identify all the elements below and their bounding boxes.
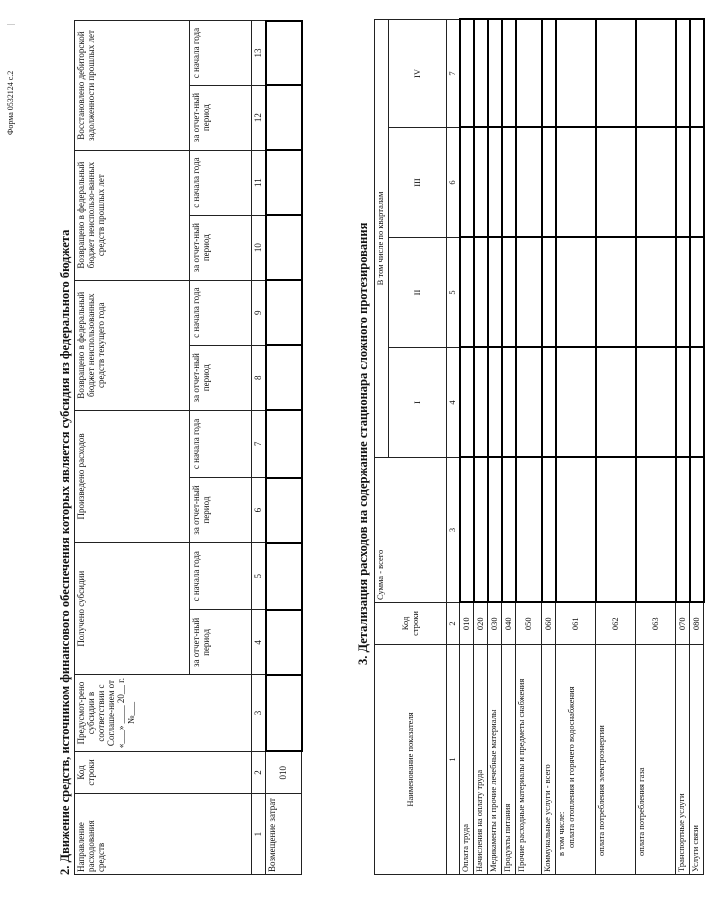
table-row <box>690 19 704 874</box>
s3-cell[interactable] <box>474 458 488 603</box>
s3-cell[interactable] <box>596 458 636 603</box>
s3-header-name: Наименование показателя <box>375 645 447 875</box>
s2-cell[interactable] <box>266 215 302 280</box>
s3-cell[interactable] <box>460 19 474 127</box>
s2-cell[interactable] <box>266 21 302 85</box>
s2-cell[interactable] <box>266 345 302 410</box>
s3-cell[interactable] <box>516 19 542 127</box>
table-row <box>516 19 542 874</box>
s2-year-start: с начала года <box>190 150 252 215</box>
s2-col-number: 13 <box>252 21 266 85</box>
s3-cell[interactable] <box>542 458 556 603</box>
s3-cell[interactable] <box>516 458 542 603</box>
form-code: Форма 0532124 с.2 <box>6 70 15 135</box>
s3-cell[interactable] <box>542 348 556 458</box>
s2-cell[interactable] <box>266 150 302 215</box>
s2-cell[interactable] <box>266 410 302 477</box>
page-mark: | <box>6 23 15 25</box>
s2-col-number: 3 <box>252 675 266 751</box>
s3-cell[interactable] <box>474 348 488 458</box>
s2-cell[interactable] <box>266 610 302 675</box>
s3-col-number: 7 <box>447 19 460 127</box>
s3-row-code: 080 <box>690 603 704 645</box>
s2-year-start: с начала года <box>190 410 252 477</box>
s2-cell[interactable] <box>266 675 302 751</box>
s2-cell[interactable] <box>266 478 302 543</box>
s3-cell[interactable] <box>636 458 676 603</box>
s3-row-label <box>488 645 502 875</box>
s2-col-number: 10 <box>252 215 266 280</box>
s3-col-number: 5 <box>447 238 460 348</box>
s3-cell[interactable] <box>636 128 676 238</box>
s3-row-code: 063 <box>636 603 676 645</box>
s3-header-quarters: В том числе по кварталам <box>375 19 389 457</box>
s3-row-code: 030 <box>488 603 502 645</box>
s3-cell[interactable] <box>542 238 556 348</box>
s3-cell[interactable] <box>690 348 704 458</box>
s3-body <box>460 19 704 874</box>
s2-row-label: Возмещение затрат <box>266 794 302 875</box>
s3-row-label-text: Транспортные услуги <box>676 793 687 872</box>
s3-row-code: 010 <box>460 603 474 645</box>
s3-row-label <box>542 645 556 875</box>
s3-row-label-text: Услуги связи <box>690 825 701 872</box>
s3-cell[interactable] <box>488 19 502 127</box>
s2-cell[interactable] <box>266 85 302 150</box>
s3-row-code: 062 <box>596 603 636 645</box>
s3-row-code: 050 <box>516 603 542 645</box>
s3-cell[interactable] <box>502 128 516 238</box>
table-row <box>556 19 596 874</box>
s2-header-direction: Направление расходования средств <box>75 794 252 875</box>
s3-header-total: Сумма - всего <box>375 458 447 603</box>
s3-cell[interactable] <box>556 19 596 127</box>
s3-cell[interactable] <box>488 238 502 348</box>
s3-col-number: 3 <box>447 458 460 603</box>
s2-period: за отчет-ный период <box>190 215 252 280</box>
s3-row-label-text: Начисления на оплату труда <box>474 769 485 872</box>
s3-row-label-text: Оплата труда <box>460 824 471 872</box>
s3-row-label-text: Продукты питания <box>502 803 513 872</box>
s3-cell[interactable] <box>676 19 690 127</box>
s3-row-code: 070 <box>676 603 690 645</box>
s2-col-number: 7 <box>252 410 266 477</box>
s3-cell[interactable] <box>502 458 516 603</box>
s3-row-label-text: оплата потребления газа <box>636 767 647 856</box>
s3-col-number: 1 <box>447 645 460 875</box>
s2-year-start: с начала года <box>190 543 252 610</box>
s3-row-label-text: Коммунальные услуги - всего <box>542 764 553 872</box>
s3-cell[interactable] <box>690 458 704 603</box>
s3-header-q1: I <box>389 348 447 458</box>
s3-col-number: 6 <box>447 128 460 238</box>
s3-cell[interactable] <box>676 128 690 238</box>
s3-cell[interactable] <box>690 128 704 238</box>
s3-cell[interactable] <box>516 128 542 238</box>
s3-row-label-text: оплата потребления электроэнергии <box>596 725 607 856</box>
s2-cell[interactable] <box>266 543 302 610</box>
s3-cell[interactable] <box>596 128 636 238</box>
s3-cell[interactable] <box>596 238 636 348</box>
s3-row-label <box>556 645 596 875</box>
s2-header-code: Код строки <box>75 751 252 794</box>
s3-cell[interactable] <box>488 458 502 603</box>
s3-cell[interactable] <box>516 238 542 348</box>
s2-col-number: 11 <box>252 150 266 215</box>
s3-cell[interactable] <box>556 128 596 238</box>
s2-header-planned: Предусмот-рено субсидии в соответствии с Соглаше-нием от «___» ____ 20__ г. №___ <box>75 675 252 751</box>
s3-row-label-text: Медикаменты и прочие лечебные материалы <box>488 709 499 872</box>
s3-row-label <box>474 645 488 875</box>
section2-table <box>74 20 303 875</box>
s3-cell[interactable] <box>474 19 488 127</box>
s2-year-start: с начала года <box>190 280 252 345</box>
s2-period: за отчет-ный период <box>190 345 252 410</box>
s2-cell[interactable] <box>266 280 302 345</box>
s2-col-number: 9 <box>252 280 266 345</box>
table-row <box>502 19 516 874</box>
s3-cell[interactable] <box>542 19 556 127</box>
s3-row-label-text: Прочие расходные материалы и предметы снабжения <box>516 678 527 872</box>
s3-row-label-text: в том числе: <box>556 811 567 856</box>
s2-col-number: 12 <box>252 85 266 150</box>
s3-cell[interactable] <box>542 128 556 238</box>
s3-header-q2: II <box>389 238 447 348</box>
s3-cell[interactable] <box>636 238 676 348</box>
s3-cell[interactable] <box>502 238 516 348</box>
s3-cell[interactable] <box>474 128 488 238</box>
s3-row-code: 060 <box>542 603 556 645</box>
s3-row-label <box>690 645 704 875</box>
table-row <box>542 19 556 874</box>
s2-period: за отчет-ный период <box>190 85 252 150</box>
s3-cell[interactable] <box>690 238 704 348</box>
s2-period: за отчет-ный период <box>190 478 252 543</box>
s3-row-label <box>502 645 516 875</box>
section3-table <box>374 18 705 875</box>
s3-cell[interactable] <box>636 19 676 127</box>
s3-cell[interactable] <box>596 19 636 127</box>
s3-cell[interactable] <box>676 458 690 603</box>
table-row <box>676 19 690 874</box>
s3-cell[interactable] <box>556 458 596 603</box>
s3-row-code: 040 <box>502 603 516 645</box>
s3-row-label <box>596 645 636 875</box>
s3-row-label <box>516 645 542 875</box>
s3-col-number: 4 <box>447 348 460 458</box>
s3-row-label <box>636 645 676 875</box>
s3-cell[interactable] <box>516 348 542 458</box>
s3-cell[interactable] <box>488 128 502 238</box>
s3-cell[interactable] <box>676 238 690 348</box>
s3-cell[interactable] <box>460 238 474 348</box>
s3-row-code: 061 <box>556 603 596 645</box>
s3-row-label <box>676 645 690 875</box>
s3-cell[interactable] <box>474 238 488 348</box>
table-row <box>596 19 636 874</box>
s3-cell[interactable] <box>690 19 704 127</box>
s2-header-returned-prev: Возвращено в федеральный бюджет неиспользо-ванных средств прошлых лет <box>75 150 190 280</box>
s2-col-number: 8 <box>252 345 266 410</box>
s2-col-number: 6 <box>252 478 266 543</box>
s3-header-code: Код строки <box>375 603 447 645</box>
s3-cell[interactable] <box>460 348 474 458</box>
table-row <box>474 19 488 874</box>
table-row <box>636 19 676 874</box>
s3-cell[interactable] <box>636 348 676 458</box>
s3-col-number: 2 <box>447 603 460 645</box>
section3-title: 3. Детализация расходов на содержание стационара сложного протезирования <box>356 222 370 665</box>
s2-col-number: 5 <box>252 543 266 610</box>
s2-row-code: 010 <box>266 751 302 794</box>
s3-cell[interactable] <box>460 128 474 238</box>
s3-cell[interactable] <box>502 348 516 458</box>
s2-header-returned-current: Возвращено в федеральный бюджет неиспользованных средств текущего года <box>75 280 190 410</box>
s3-cell[interactable] <box>488 348 502 458</box>
s3-cell[interactable] <box>502 19 516 127</box>
s3-cell[interactable] <box>460 458 474 603</box>
table-row <box>460 19 474 874</box>
s3-row-label-text: оплата отопления и горячего водоснабжения <box>565 686 576 848</box>
table-row <box>488 19 502 874</box>
s3-cell[interactable] <box>676 348 690 458</box>
s2-year-start: с начала года <box>190 21 252 85</box>
s2-header-restored: Восстановлено дебиторской задолженности прошлых лет <box>75 21 190 150</box>
s3-row-code: 020 <box>474 603 488 645</box>
s3-cell[interactable] <box>556 348 596 458</box>
s2-col-number: 1 <box>252 794 266 875</box>
s2-col-number: 2 <box>252 751 266 794</box>
section2-title: 2. Движение средств, источником финансового обеспечения которых является субсидия из федерального бюджета <box>58 229 72 875</box>
s3-row-label <box>460 645 474 875</box>
s3-header-q4: IV <box>389 19 447 127</box>
s2-period: за отчет-ный период <box>190 610 252 675</box>
s2-header-spent: Произведено расходов <box>75 410 190 542</box>
s3-header-q3: III <box>389 128 447 238</box>
s2-col-number: 4 <box>252 610 266 675</box>
s3-cell[interactable] <box>596 348 636 458</box>
s3-cell[interactable] <box>556 238 596 348</box>
s2-header-received: Получено субсидии <box>75 543 190 675</box>
